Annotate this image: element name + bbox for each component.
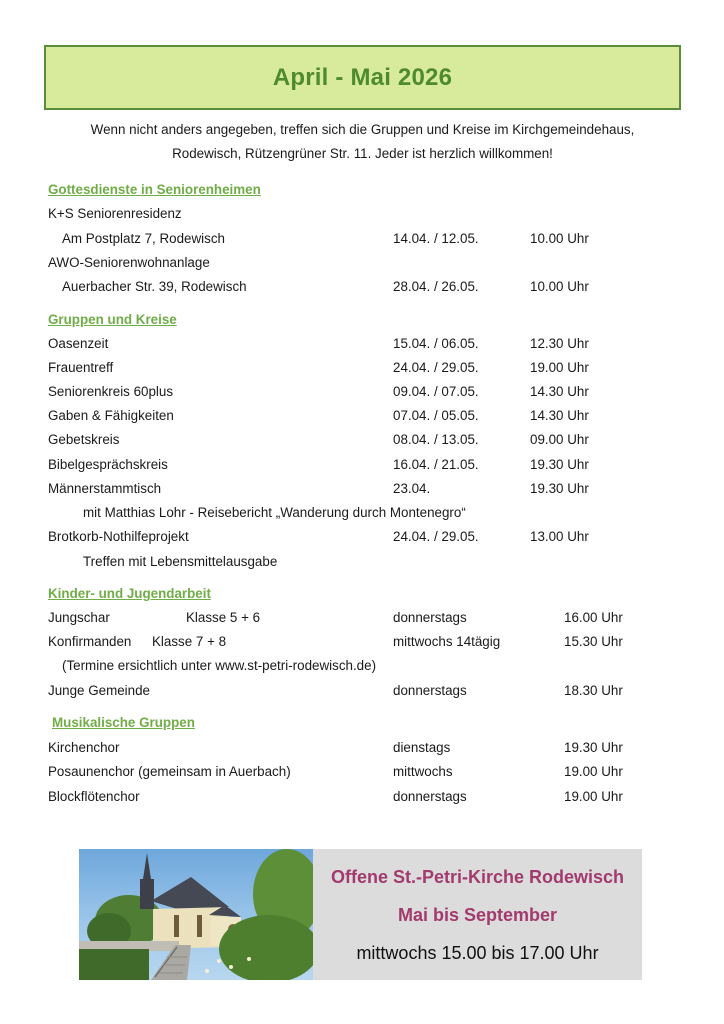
item-dates: 16.04. / 21.05.	[393, 457, 479, 472]
item-time: 15.30 Uhr	[564, 634, 623, 649]
item-name: Seniorenkreis 60plus	[48, 384, 174, 399]
section-heading-gottesdienste: Gottesdienste in Seniorenheimen	[48, 182, 261, 197]
tower-shape	[140, 879, 154, 909]
item-time: 12.30 Uhr	[530, 336, 589, 351]
section-heading-gruppen: Gruppen und Kreise	[48, 312, 177, 327]
item-time: 19.00 Uhr	[564, 764, 623, 779]
item-name: Kirchenchor	[48, 740, 120, 755]
item-name: Auerbacher Str. 39, Rodewisch	[62, 279, 247, 294]
item-time: 10.00 Uhr	[530, 231, 589, 246]
item-detail: Klasse 5 + 6	[186, 610, 261, 625]
window-shape	[174, 915, 179, 937]
item-name: Bibelgesprächskreis	[48, 457, 168, 472]
church-photo	[79, 849, 313, 980]
church-illustration	[79, 849, 313, 980]
item-time: 09.00 Uhr	[530, 432, 589, 447]
item-name: Jungschar	[48, 610, 110, 625]
item-dates: 24.04. / 29.05.	[393, 529, 479, 544]
item-dates: 24.04. / 29.05.	[393, 360, 479, 375]
item-weekday: donnerstags	[393, 789, 467, 804]
section-heading-musik: Musikalische Gruppen	[52, 715, 195, 730]
item-dates: 09.04. / 07.05.	[393, 384, 479, 399]
item-weekday: mittwochs	[393, 764, 453, 779]
page-title: April - Mai 2026	[272, 63, 453, 91]
item-time: 13.00 Uhr	[530, 529, 589, 544]
item-time: 16.00 Uhr	[564, 610, 623, 625]
item-time: 19.30 Uhr	[530, 481, 589, 496]
item-name: Blockflötenchor	[48, 789, 140, 804]
banner-period: Mai bis September	[397, 904, 558, 925]
item-dates: 08.04. / 13.05.	[393, 432, 479, 447]
banner-title: Offene St.-Petri-Kirche Rodewisch	[330, 866, 625, 887]
item-weekday: donnerstags	[393, 610, 467, 625]
hedge-shape	[79, 949, 149, 980]
item-time: 14.30 Uhr	[530, 408, 589, 423]
roof-shape	[151, 877, 229, 909]
item-name: Posaunenchor (gemeinsam in Auerbach)	[48, 764, 291, 779]
item-weekday: donnerstags	[393, 683, 467, 698]
item-dates: 28.04. / 26.05.	[393, 279, 479, 294]
item-name: K+S Seniorenresidenz	[48, 206, 182, 221]
title-box	[44, 45, 681, 110]
item-name: Frauentreff	[48, 360, 114, 375]
item-name: Brotkorb-Nothilfeprojekt	[48, 529, 189, 544]
item-name: Konfirmanden	[48, 634, 132, 649]
open-church-banner	[79, 849, 642, 980]
item-name: Junge Gemeinde	[48, 683, 150, 698]
item-dates: 07.04. / 05.05.	[393, 408, 479, 423]
intro-line-2: Rodewisch, Rützengrüner Str. 11. Jeder ist herzlich willkommen!	[172, 146, 553, 161]
item-dates: 15.04. / 06.05.	[393, 336, 479, 351]
item-name: Männerstammtisch	[48, 481, 162, 496]
item-name: Gaben & Fähigkeiten	[48, 408, 174, 423]
item-time: 18.30 Uhr	[564, 683, 623, 698]
intro-line-1: Wenn nicht anders angegeben, treffen sich die Gruppen und Kreise im Kirchgemeindehaus,	[90, 122, 635, 137]
item-detail: Klasse 7 + 8	[152, 634, 227, 649]
item-time: 19.00 Uhr	[564, 789, 623, 804]
item-note: mit Matthias Lohr - Reisebericht „Wanderung durch Montenegro“	[83, 505, 466, 520]
item-dates: 23.04.	[393, 481, 431, 496]
spire-shape	[143, 853, 151, 879]
item-dates: 14.04. / 12.05.	[393, 231, 479, 246]
item-name: AWO-Seniorenwohnanlage	[48, 255, 210, 270]
item-time: 19.30 Uhr	[530, 457, 589, 472]
intro-text	[44, 118, 681, 166]
item-time: 14.30 Uhr	[530, 384, 589, 399]
banner-hours: mittwochs 15.00 bis 17.00 Uhr	[356, 942, 599, 963]
item-name: Am Postplatz 7, Rodewisch	[62, 231, 225, 246]
item-time: 19.00 Uhr	[530, 360, 589, 375]
item-note: (Termine ersichtlich unter www.st-petri-rodewisch.de)	[62, 658, 377, 673]
item-note: Treffen mit Lebensmittelausgabe	[83, 554, 278, 569]
window-shape	[197, 915, 202, 937]
item-time: 10.00 Uhr	[530, 279, 589, 294]
section-heading-kinder-jugend: Kinder- und Jugendarbeit	[48, 586, 211, 601]
item-weekday: mittwochs 14tägig	[393, 634, 501, 649]
item-name: Oasenzeit	[48, 336, 109, 351]
item-name: Gebetskreis	[48, 432, 120, 447]
item-weekday: dienstags	[393, 740, 451, 755]
item-time: 19.30 Uhr	[564, 740, 623, 755]
banner-text	[313, 849, 642, 980]
